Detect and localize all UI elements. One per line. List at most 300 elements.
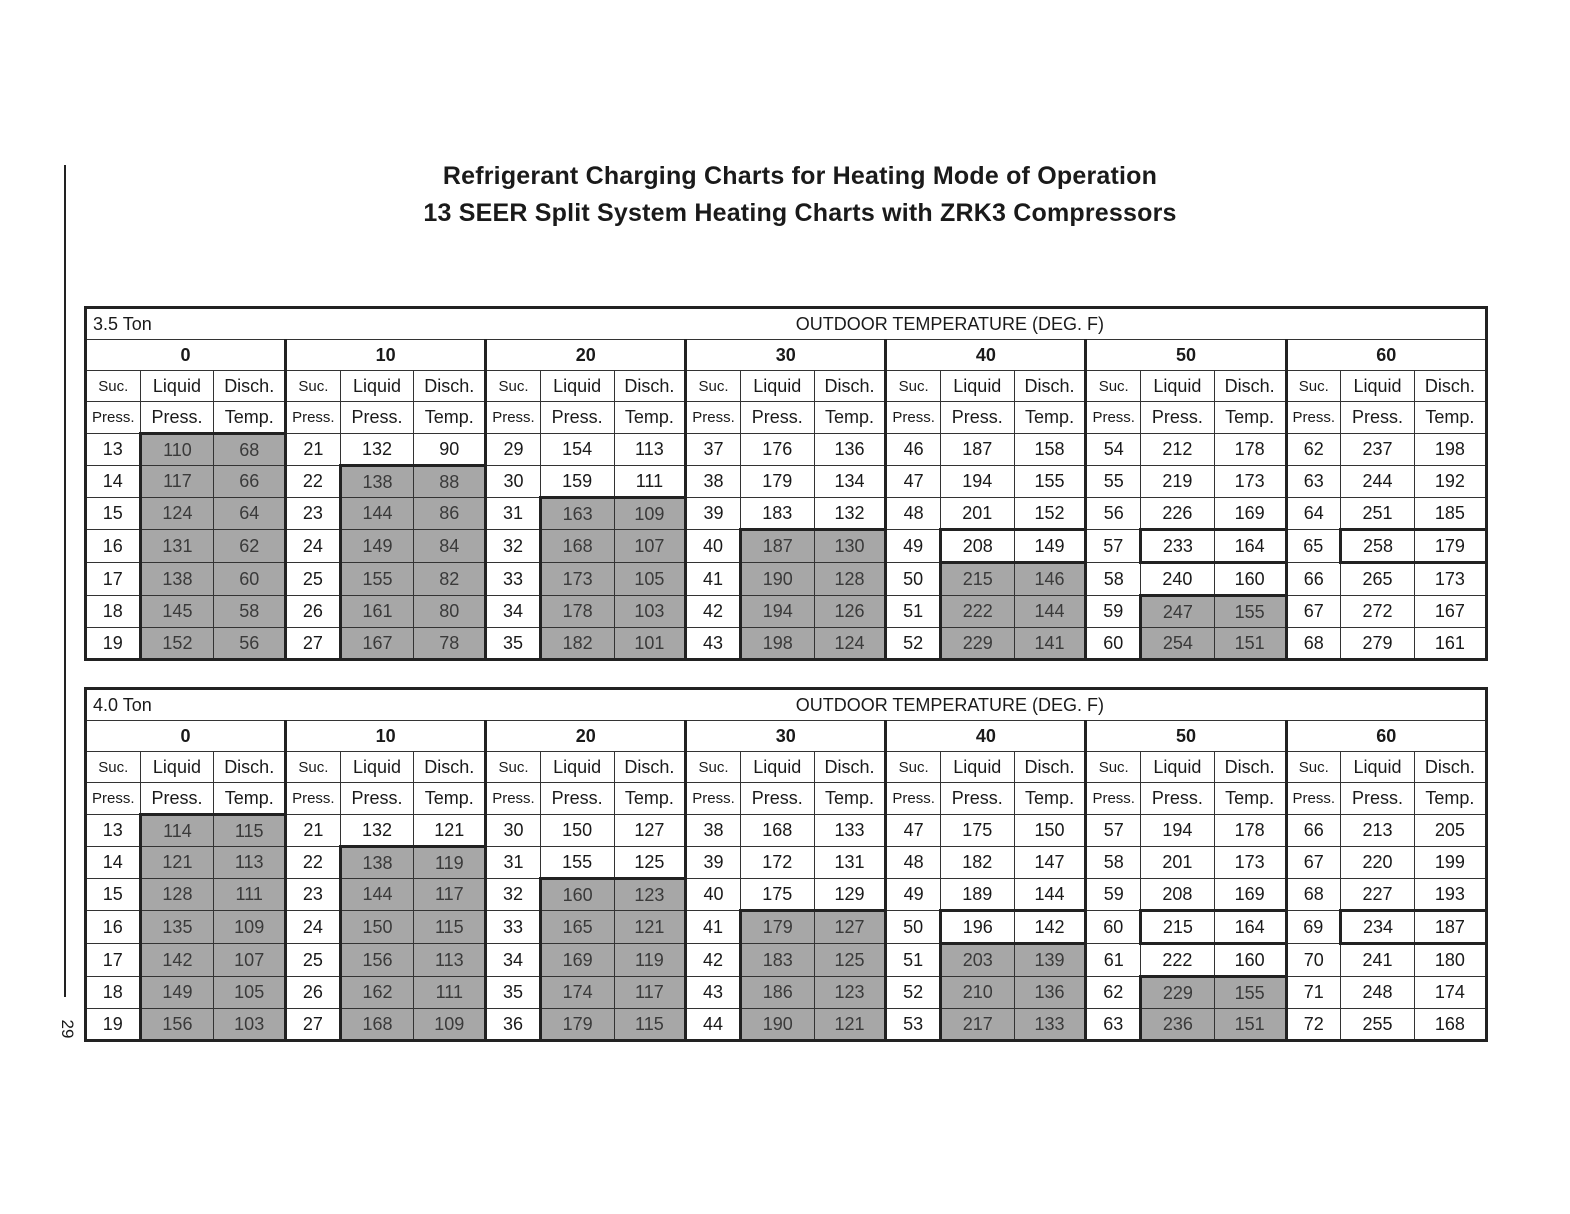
liquid-pressure-cell: 110 [140,434,214,466]
suction-pressure-cell: 51 [886,596,941,628]
suction-pressure-cell: 64 [1286,498,1341,530]
table-row [86,466,1487,498]
liquid-pressure-cell: 163 [540,498,614,530]
discharge-temp-cell: 187 [1414,911,1486,944]
discharge-temp-cell: 113 [614,434,686,466]
suction-pressure-cell: 57 [1086,815,1141,847]
liquid-pressure-cell: 144 [340,498,414,530]
suction-pressure-cell: 60 [1086,911,1141,944]
suction-pressure-cell: 38 [686,815,741,847]
suction-pressure-cell: 39 [686,498,741,530]
column-header: Press. [486,783,541,815]
liquid-pressure-cell: 135 [140,911,214,944]
column-header: Disch. [1214,752,1286,783]
liquid-pressure-cell: 182 [540,628,614,660]
liquid-pressure-cell: 272 [1341,596,1415,628]
column-header: Liquid [940,371,1014,402]
discharge-temp-cell: 121 [814,1009,886,1041]
column-header: Temp. [414,783,486,815]
column-header: Press. [1341,783,1415,815]
liquid-pressure-cell: 254 [1141,628,1215,660]
suction-pressure-cell: 33 [486,563,541,596]
column-header: Liquid [140,371,214,402]
page-title: Refrigerant Charging Charts for Heating Mode of Operation [442,162,1158,190]
suction-pressure-cell: 33 [486,911,541,944]
liquid-pressure-cell: 241 [1341,944,1415,977]
suction-pressure-cell: 54 [1086,434,1141,466]
discharge-temp-cell: 111 [414,977,486,1009]
suction-pressure-cell: 27 [286,628,341,660]
discharge-temp-cell: 82 [414,563,486,596]
suction-pressure-cell: 25 [286,944,341,977]
discharge-temp-cell: 80 [414,596,486,628]
suction-pressure-cell: 62 [1286,434,1341,466]
suction-pressure-cell: 14 [86,847,141,879]
suction-pressure-cell: 23 [286,879,341,911]
liquid-pressure-cell: 222 [940,596,1014,628]
column-header: Temp. [1414,402,1486,434]
liquid-pressure-cell: 174 [540,977,614,1009]
table-row [86,498,1487,530]
suction-pressure-cell: 50 [886,911,941,944]
suction-pressure-cell: 68 [1286,879,1341,911]
liquid-pressure-cell: 279 [1341,628,1415,660]
suction-pressure-cell: 15 [86,498,141,530]
discharge-temp-cell: 121 [414,815,486,847]
liquid-pressure-cell: 144 [340,879,414,911]
column-header: Suc. [1286,371,1341,402]
discharge-temp-cell: 127 [614,815,686,847]
outdoor-temp-heading: 50 [1086,721,1286,752]
outdoor-temp-heading: 60 [1286,721,1486,752]
column-header: Press. [1086,402,1141,434]
suction-pressure-cell: 34 [486,944,541,977]
discharge-temp-cell: 115 [414,911,486,944]
outdoor-temp-heading: 20 [486,340,686,371]
discharge-temp-cell: 132 [814,498,886,530]
table-row [86,628,1487,660]
suction-pressure-cell: 56 [1086,498,1141,530]
suction-pressure-cell: 16 [86,911,141,944]
column-header: Press. [886,402,941,434]
table-row [86,879,1487,911]
liquid-pressure-cell: 175 [740,879,814,911]
discharge-temp-cell: 142 [1014,911,1086,944]
column-header: Liquid [1141,752,1215,783]
column-header: Disch. [414,752,486,783]
suction-pressure-cell: 59 [1086,596,1141,628]
discharge-temp-cell: 173 [1414,563,1486,596]
liquid-pressure-cell: 255 [1341,1009,1415,1041]
discharge-temp-cell: 88 [414,466,486,498]
liquid-pressure-cell: 208 [1141,879,1215,911]
discharge-temp-cell: 78 [414,628,486,660]
column-header-row [86,783,1487,815]
discharge-temp-cell: 111 [214,879,286,911]
discharge-temp-cell: 103 [614,596,686,628]
charging-chart-4-0-ton [84,687,1488,1042]
column-header: Liquid [940,752,1014,783]
suction-pressure-cell: 21 [286,434,341,466]
discharge-temp-cell: 141 [1014,628,1086,660]
liquid-pressure-cell: 138 [340,466,414,498]
suction-pressure-cell: 70 [1286,944,1341,977]
column-header: Press. [886,783,941,815]
discharge-temp-cell: 101 [614,628,686,660]
discharge-temp-cell: 179 [1414,530,1486,563]
liquid-pressure-cell: 128 [140,879,214,911]
column-header: Temp. [1214,402,1286,434]
liquid-pressure-cell: 194 [940,466,1014,498]
outdoor-temp-heading: 60 [1286,340,1486,371]
liquid-pressure-cell: 247 [1141,596,1215,628]
column-header: Press. [86,783,141,815]
discharge-temp-cell: 198 [1414,434,1486,466]
liquid-pressure-cell: 179 [540,1009,614,1041]
column-header: Liquid [1141,371,1215,402]
suction-pressure-cell: 21 [286,815,341,847]
suction-pressure-cell: 65 [1286,530,1341,563]
column-header: Disch. [614,752,686,783]
discharge-temp-cell: 136 [1014,977,1086,1009]
column-header: Press. [340,783,414,815]
suction-pressure-cell: 24 [286,530,341,563]
discharge-temp-cell: 178 [1214,434,1286,466]
column-header: Press. [940,402,1014,434]
suction-pressure-cell: 51 [886,944,941,977]
column-header: Press. [740,402,814,434]
column-header: Press. [286,783,341,815]
table-row [86,530,1487,563]
discharge-temp-cell: 144 [1014,879,1086,911]
column-header: Disch. [814,752,886,783]
column-header: Press. [686,783,741,815]
column-header: Press. [1141,402,1215,434]
liquid-pressure-cell: 117 [140,466,214,498]
suction-pressure-cell: 47 [886,466,941,498]
column-header: Suc. [886,371,941,402]
outdoor-temp-heading: 0 [86,340,286,371]
discharge-temp-cell: 58 [214,596,286,628]
liquid-pressure-cell: 150 [340,911,414,944]
suction-pressure-cell: 14 [86,466,141,498]
discharge-temp-cell: 173 [1214,847,1286,879]
charging-chart-3-5-ton [84,306,1488,661]
suction-pressure-cell: 35 [486,628,541,660]
discharge-temp-cell: 60 [214,563,286,596]
column-header: Suc. [886,752,941,783]
column-header: Disch. [1414,752,1486,783]
liquid-pressure-cell: 165 [540,911,614,944]
discharge-temp-cell: 113 [414,944,486,977]
liquid-pressure-cell: 244 [1341,466,1415,498]
discharge-temp-cell: 193 [1414,879,1486,911]
column-header: Press. [486,402,541,434]
suction-pressure-cell: 41 [686,563,741,596]
discharge-temp-cell: 123 [614,879,686,911]
suction-pressure-cell: 26 [286,596,341,628]
discharge-temp-cell: 144 [1014,596,1086,628]
outdoor-temp-heading: 10 [286,340,486,371]
suction-pressure-cell: 58 [1086,847,1141,879]
liquid-pressure-cell: 251 [1341,498,1415,530]
discharge-temp-cell: 117 [414,879,486,911]
column-header: Press. [1286,402,1341,434]
liquid-pressure-cell: 150 [540,815,614,847]
liquid-pressure-cell: 210 [940,977,1014,1009]
suction-pressure-cell: 36 [486,1009,541,1041]
column-header-row [86,752,1487,783]
outdoor-temp-heading: 0 [86,721,286,752]
liquid-pressure-cell: 179 [740,911,814,944]
discharge-temp-cell: 115 [614,1009,686,1041]
liquid-pressure-cell: 240 [1141,563,1215,596]
column-header: Suc. [286,752,341,783]
liquid-pressure-cell: 227 [1341,879,1415,911]
discharge-temp-cell: 90 [414,434,486,466]
discharge-temp-cell: 131 [814,847,886,879]
discharge-temp-cell: 115 [214,815,286,847]
liquid-pressure-cell: 234 [1341,911,1415,944]
column-header: Liquid [740,371,814,402]
discharge-temp-cell: 121 [614,911,686,944]
discharge-temp-cell: 128 [814,563,886,596]
liquid-pressure-cell: 201 [940,498,1014,530]
discharge-temp-cell: 113 [214,847,286,879]
column-header: Suc. [1086,752,1141,783]
discharge-temp-cell: 109 [214,911,286,944]
suction-pressure-cell: 72 [1286,1009,1341,1041]
liquid-pressure-cell: 168 [340,1009,414,1041]
column-header: Temp. [414,402,486,434]
discharge-temp-cell: 150 [1014,815,1086,847]
column-header: Press. [940,783,1014,815]
column-header: Disch. [1014,371,1086,402]
discharge-temp-cell: 134 [814,466,886,498]
table-row [86,944,1487,977]
liquid-pressure-cell: 219 [1141,466,1215,498]
suction-pressure-cell: 13 [86,434,141,466]
column-header: Temp. [814,783,886,815]
table-header-row [86,308,1487,340]
discharge-temp-cell: 160 [1214,944,1286,977]
column-header: Suc. [86,752,141,783]
discharge-temp-cell: 164 [1214,911,1286,944]
suction-pressure-cell: 71 [1286,977,1341,1009]
column-header: Disch. [1014,752,1086,783]
suction-pressure-cell: 34 [486,596,541,628]
liquid-pressure-cell: 236 [1141,1009,1215,1041]
column-header: Temp. [1214,783,1286,815]
suction-pressure-cell: 13 [86,815,141,847]
suction-pressure-cell: 32 [486,530,541,563]
suction-pressure-cell: 69 [1286,911,1341,944]
suction-pressure-cell: 49 [886,530,941,563]
discharge-temp-cell: 123 [814,977,886,1009]
suction-pressure-cell: 19 [86,1009,141,1041]
suction-pressure-cell: 52 [886,628,941,660]
discharge-temp-cell: 161 [1414,628,1486,660]
column-header: Press. [86,402,141,434]
liquid-pressure-cell: 196 [940,911,1014,944]
liquid-pressure-cell: 168 [740,815,814,847]
liquid-pressure-cell: 229 [1141,977,1215,1009]
discharge-temp-cell: 199 [1414,847,1486,879]
suction-pressure-cell: 26 [286,977,341,1009]
suction-pressure-cell: 39 [686,847,741,879]
liquid-pressure-cell: 194 [740,596,814,628]
liquid-pressure-cell: 138 [140,563,214,596]
suction-pressure-cell: 32 [486,879,541,911]
liquid-pressure-cell: 237 [1341,434,1415,466]
discharge-temp-cell: 109 [414,1009,486,1041]
suction-pressure-cell: 49 [886,879,941,911]
column-header: Press. [140,783,214,815]
suction-pressure-cell: 62 [1086,977,1141,1009]
margin-rule [64,165,66,997]
page-number: 29 [58,1019,77,1039]
discharge-temp-cell: 107 [214,944,286,977]
liquid-pressure-cell: 156 [140,1009,214,1041]
liquid-pressure-cell: 162 [340,977,414,1009]
liquid-pressure-cell: 186 [740,977,814,1009]
discharge-temp-cell: 109 [614,498,686,530]
suction-pressure-cell: 27 [286,1009,341,1041]
liquid-pressure-cell: 258 [1341,530,1415,563]
outdoor-temp-heading: 40 [886,721,1086,752]
suction-pressure-cell: 17 [86,944,141,977]
discharge-temp-cell: 119 [414,847,486,879]
column-header: Liquid [140,752,214,783]
outdoor-temp-heading: 40 [886,340,1086,371]
column-header: Press. [1086,783,1141,815]
tonnage-label: 3.5 Ton [86,308,486,340]
suction-pressure-cell: 59 [1086,879,1141,911]
suction-pressure-cell: 40 [686,530,741,563]
column-header: Press. [340,402,414,434]
discharge-temp-cell: 136 [814,434,886,466]
suction-pressure-cell: 48 [886,847,941,879]
liquid-pressure-cell: 154 [540,434,614,466]
column-header: Liquid [1341,371,1415,402]
discharge-temp-cell: 185 [1414,498,1486,530]
discharge-temp-cell: 155 [1214,596,1286,628]
column-header: Suc. [486,752,541,783]
suction-pressure-cell: 68 [1286,628,1341,660]
column-header: Temp. [214,783,286,815]
column-header-row [86,371,1487,402]
liquid-pressure-cell: 131 [140,530,214,563]
liquid-pressure-cell: 265 [1341,563,1415,596]
outdoor-temperature-header: OUTDOOR TEMPERATURE (DEG. F) [486,689,1487,721]
outdoor-temperature-header: OUTDOOR TEMPERATURE (DEG. F) [486,308,1487,340]
discharge-temp-cell: 124 [814,628,886,660]
column-header: Disch. [814,371,886,402]
discharge-temp-cell: 167 [1414,596,1486,628]
column-header: Suc. [686,371,741,402]
discharge-temp-cell: 151 [1214,628,1286,660]
suction-pressure-cell: 63 [1086,1009,1141,1041]
suction-pressure-cell: 67 [1286,596,1341,628]
suction-pressure-cell: 55 [1086,466,1141,498]
column-header: Temp. [1014,783,1086,815]
discharge-temp-cell: 127 [814,911,886,944]
suction-pressure-cell: 66 [1286,563,1341,596]
liquid-pressure-cell: 114 [140,815,214,847]
discharge-temp-cell: 174 [1414,977,1486,1009]
outdoor-temp-heading: 30 [686,721,886,752]
column-header: Suc. [1286,752,1341,783]
liquid-pressure-cell: 233 [1141,530,1215,563]
outdoor-temp-heading: 50 [1086,340,1286,371]
suction-pressure-cell: 66 [1286,815,1341,847]
discharge-temp-cell: 173 [1214,466,1286,498]
column-header: Press. [1141,783,1215,815]
column-header: Temp. [814,402,886,434]
discharge-temp-cell: 105 [214,977,286,1009]
suction-pressure-cell: 24 [286,911,341,944]
suction-pressure-cell: 31 [486,498,541,530]
column-header: Press. [1286,783,1341,815]
discharge-temp-cell: 147 [1014,847,1086,879]
table-row [86,1009,1487,1041]
column-header: Press. [686,402,741,434]
liquid-pressure-cell: 229 [940,628,1014,660]
discharge-temp-cell: 125 [614,847,686,879]
liquid-pressure-cell: 155 [340,563,414,596]
liquid-pressure-cell: 132 [340,434,414,466]
discharge-temp-cell: 125 [814,944,886,977]
suction-pressure-cell: 46 [886,434,941,466]
discharge-temp-cell: 151 [1214,1009,1286,1041]
liquid-pressure-cell: 155 [540,847,614,879]
liquid-pressure-cell: 212 [1141,434,1215,466]
discharge-temp-cell: 133 [1014,1009,1086,1041]
table-header-row [86,689,1487,721]
column-header: Liquid [340,371,414,402]
discharge-temp-cell: 64 [214,498,286,530]
liquid-pressure-cell: 226 [1141,498,1215,530]
liquid-pressure-cell: 156 [340,944,414,977]
suction-pressure-cell: 30 [486,466,541,498]
suction-pressure-cell: 22 [286,847,341,879]
liquid-pressure-cell: 220 [1341,847,1415,879]
discharge-temp-cell: 149 [1014,530,1086,563]
column-header: Press. [140,402,214,434]
liquid-pressure-cell: 176 [740,434,814,466]
column-header: Temp. [614,783,686,815]
discharge-temp-cell: 169 [1214,498,1286,530]
suction-pressure-cell: 19 [86,628,141,660]
liquid-pressure-cell: 189 [940,879,1014,911]
column-header: Temp. [1414,783,1486,815]
liquid-pressure-cell: 132 [340,815,414,847]
liquid-pressure-cell: 124 [140,498,214,530]
liquid-pressure-cell: 138 [340,847,414,879]
suction-pressure-cell: 18 [86,596,141,628]
suction-pressure-cell: 58 [1086,563,1141,596]
liquid-pressure-cell: 159 [540,466,614,498]
discharge-temp-cell: 111 [614,466,686,498]
discharge-temp-cell: 205 [1414,815,1486,847]
suction-pressure-cell: 29 [486,434,541,466]
discharge-temp-cell: 139 [1014,944,1086,977]
suction-pressure-cell: 42 [686,596,741,628]
suction-pressure-cell: 42 [686,944,741,977]
suction-pressure-cell: 67 [1286,847,1341,879]
column-header: Suc. [86,371,141,402]
suction-pressure-cell: 52 [886,977,941,1009]
